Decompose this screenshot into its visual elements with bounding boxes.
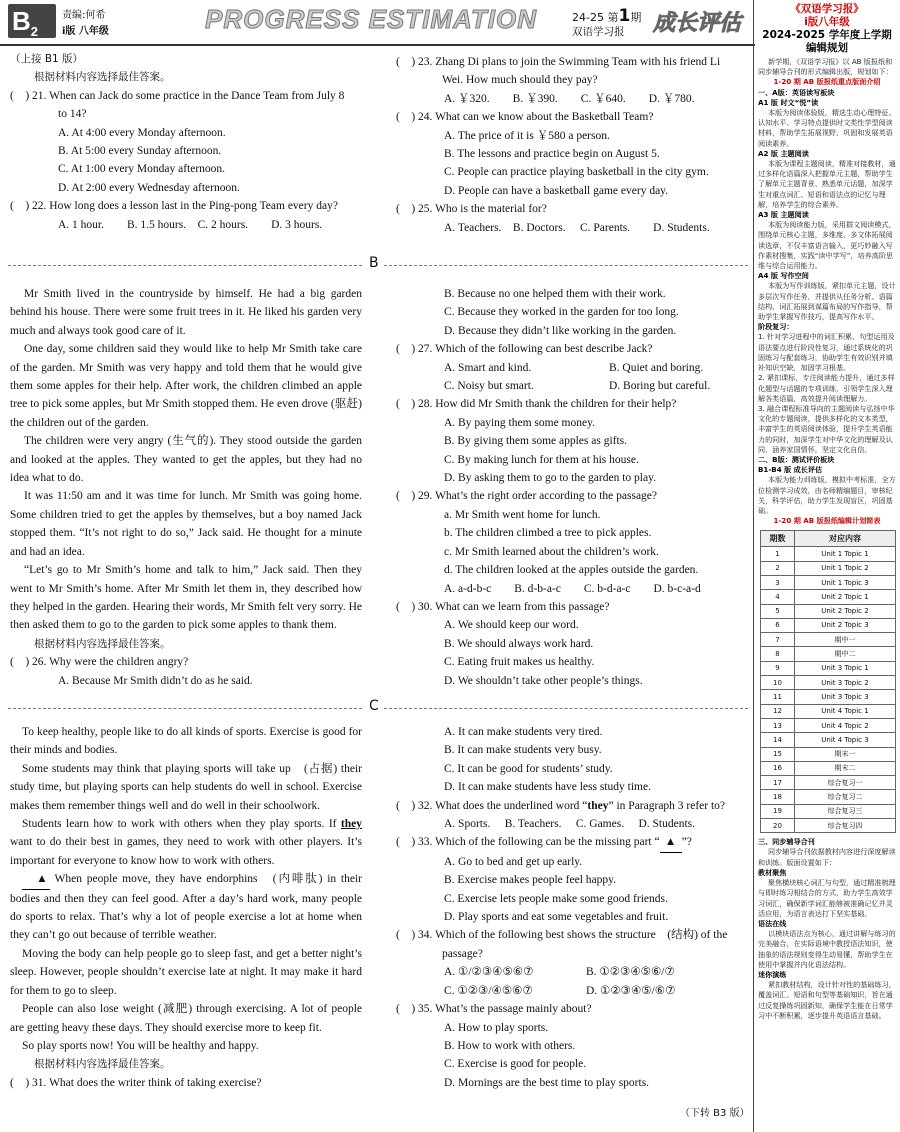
option: D. By asking them to go to the garden to play. (444, 472, 656, 485)
option: C. It can be good for students’ study. (444, 762, 613, 775)
continued-next-note: （下转 B3 版） (680, 1108, 750, 1119)
table-cell: Unit 1 Topic 2 (795, 561, 896, 575)
table-cell: 期中二 (795, 647, 896, 661)
option: C. Exercise lets people make some good friends. (444, 892, 668, 905)
table-row (761, 776, 896, 790)
passage-c (10, 723, 362, 1092)
sidebar-title: i版八年级 (804, 16, 850, 28)
table-row (761, 747, 896, 761)
question-21: ( ) 21. When can Jack do some practice in the Dance Team from July 8 (10, 89, 345, 102)
table-row (761, 647, 896, 661)
questions-c (396, 723, 751, 1092)
table-row (761, 761, 896, 775)
table-cell: Unit 2 Topic 2 (795, 604, 896, 618)
option: D. Play sports and eat some vegetables and fruit. (444, 911, 669, 924)
table-cell: 4 (761, 590, 795, 604)
table-cell: Unit 4 Topic 3 (795, 733, 896, 747)
event: c. Mr Smith learned about the children’s work. (444, 545, 659, 558)
table-cell: 12 (761, 704, 795, 718)
question-34: ( ) 34. Which of the following best shows the structure (结构) of the (396, 929, 728, 942)
question-23-cont: Wei. How much should they pay? (442, 74, 598, 87)
instruction: 根据材料内容选择最佳答案。 (34, 71, 171, 84)
instruction: 根据材料内容选择最佳答案。 (34, 637, 171, 650)
table-cell: 20 (761, 818, 795, 832)
table-cell: 综合复习二 (795, 790, 896, 804)
table-cell: 13 (761, 718, 795, 732)
table-cell: Unit 1 Topic 1 (795, 547, 896, 561)
table-cell: 16 (761, 761, 795, 775)
question-29: ( ) 29. What’s the right order according to the passage? (396, 490, 658, 503)
table-cell: 10 (761, 676, 795, 690)
question-30: ( ) 30. What can we learn from this passage? (396, 600, 610, 613)
option: A. The price of it is ￥580 a person. (444, 129, 610, 142)
table-cell: Unit 3 Topic 1 (795, 661, 896, 675)
table-cell: 2 (761, 561, 795, 575)
questions-b (396, 285, 751, 690)
option: D. At 2:00 every Wednesday afternoon. (58, 181, 240, 194)
table-row (761, 704, 896, 718)
issue-line: 24-25 第1期 (572, 6, 642, 26)
paragraph: Some students may think that playing sports will take up (占据) their study time, but playing sports can help students do well in school. Exercise makes them remember things well and do well in their schoolwork. (10, 762, 362, 812)
options-row: C. ①②③/④⑤⑥⑦ D. ①②③④⑤/⑥⑦ (444, 984, 676, 997)
paragraph: One day, some children said they would like to help Mr Smith take care of the garden. Mr Smith was very happy and told them that he would give them some apples for their help. After work, the children climbed an apple tree to pick some apples, but Mr Smith stopped them. He even drove (驱赶) the children out of the garden. (10, 343, 362, 429)
table-cell: 14 (761, 733, 795, 747)
table-row (761, 604, 896, 618)
table-cell: Unit 2 Topic 3 (795, 618, 896, 632)
table-cell: Unit 1 Topic 3 (795, 575, 896, 589)
option: B. It can make students very busy. (444, 744, 602, 757)
table-cell: 9 (761, 661, 795, 675)
table-cell: Unit 2 Topic 1 (795, 590, 896, 604)
option: B. By giving them some apples as gifts. (444, 435, 628, 448)
sidebar-title: 编辑规划 (806, 42, 848, 54)
header-rule (0, 44, 755, 46)
option: A. We should keep our word. (444, 619, 579, 632)
question-23: ( ) 23. Zhang Di plans to join the Swimming Team with his friend Li (396, 56, 721, 68)
option: D. We shouldn’t take other people’s things. (444, 674, 643, 687)
sidebar-title: 《双语学习报》 (790, 3, 864, 15)
table-row (761, 590, 896, 604)
option: A. How to play sports. (444, 1021, 549, 1034)
section-label-c: C (364, 698, 384, 714)
table-cell: 期末二 (795, 761, 896, 775)
section-logo: $B_2$ (8, 4, 56, 38)
paragraph: It was 11:50 am and it was time for lunch. Mr Smith was going home. Some children tried to get the apples by themselves, but a boy named Jack stopped them. “It’s not right to do so,” Jack said. He thought for a minute and had an idea. (10, 490, 362, 558)
question-21-cont: to 14? (58, 108, 87, 121)
instruction: 根据材料内容选择最佳答案。 (34, 1058, 171, 1071)
options-row: A. 1 hour. B. 1.5 hours. C. 2 hours. D. 3 hours. (58, 218, 323, 231)
continued-note: （上接 B1 版） (10, 53, 84, 65)
option: A. Go to bed and get up early. (444, 855, 583, 868)
question-27: ( ) 27. Which of the following can best describe Jack? (396, 343, 653, 356)
table-row (761, 818, 896, 832)
option: B. Exercise makes people feel happy. (444, 874, 617, 887)
sidebar-body: 新学期，《双语学习报》以 AB 版报纸和同步辅导合刊的形式编辑出版，规划如下： 1-20 期 AB 版报纸重点版面介绍 一、A版：英语读写板块 A1 版 时文“悦”读 本版为阅读体验版，精选生动心理特征、认知水平、学习特点提供时文类性学型阅读材料，帮助学生拓展视野、巩固和发展英语阅读素养。 A2 版 主题阅读 本版为课程主题阅读，精准对接教材，通过多样化语篇深入把握单元主题，帮助学生了解单元主题背景、熟悉单元话题，加深学生对重点词汇、短语和语法点的记忆与理解，培养学生的综合素养。 A3 版 主题阅读 本版为阅读能力版，采用群文阅读模式，围绕单元核心主题，多维度、多文体拓展阅读选章，不仅丰富语言输入，更巧妙融入写作素材搜集，实践“读中学写”，培养高阶思维与综合运用能力。 A4 版 写作空间 本版为写作训练版，紧扣单元主题，设计多层次写作任务，并提供从任务分析、语篇结构、词汇拓展到谋篇布局的写作指导，帮助学生掌握写作技巧，提高写作水平。 阶段复习： 1. 针对学习进程中的词汇积累、句型运用及语法要点进行阶段性复习，通过系统化的巩固练习与配套练习，协助学生有效识别并填补知识空缺，加固学习根基。 2. 紧扣课标，专注阅读能力提升，通过多样化题型与话题的专项训练，引领学生深入理解各类语篇，高效提升阅读理解力。 3. 融合课程标准导向的主题阅读与弘扬中华文化的专题阅读，提供多样化的文本类型，丰富学生的英语阅读体验，提升学生英语能力的同时，加深学生对中华文化的理解及认同，涵养家国情怀，坚定文化自信。 二、B版：测试评价板块 B1-B4 版 成长评估 本版为能力训练版，模拟中考标准，全方位检测学习成效，由名师精编题目，审核纪关，科学评估，助力学生发现盲区，巩固基础。 1-20 期 AB 版报纸编辑计划简表 (758, 57, 896, 526)
table-cell: 17 (761, 776, 795, 790)
event: a. Mr Smith went home for lunch. (444, 508, 601, 521)
table-cell: 19 (761, 804, 795, 818)
editor-label: 责编:何希 (62, 10, 106, 21)
table-row (761, 690, 896, 704)
table-cell: 15 (761, 747, 795, 761)
table-cell: Unit 3 Topic 3 (795, 690, 896, 704)
table-cell: 期末一 (795, 747, 896, 761)
option: A. By paying them some money. (444, 416, 595, 429)
table-row (761, 804, 896, 818)
options-row: A. Sports. B. Teachers. C. Games. D. Students. (444, 818, 696, 831)
question-25: ( ) 25. Who is the material for? (396, 203, 547, 216)
question-22: ( ) 22. How long does a lesson last in the Ping-pong Team every day? (10, 200, 338, 213)
paragraph: The children were very angry (生气的). They stood outside the garden and looked at the apples. They wanted to get the apples, but they had no idea what to do. (10, 435, 362, 485)
options-row: A. ①/②③④⑤⑥⑦ B. ①②③④⑤⑥/⑦ (444, 966, 675, 979)
paragraph: Moving the body can help people go to sleep fast, and get a better night’s sleep. However, people shouldn’t exercise late at night. It may make it hard for them to go to sleep. (10, 947, 362, 997)
table-cell: 综合复习一 (795, 776, 896, 790)
option: A. It can make students very tired. (444, 726, 603, 738)
table-header: 期数 (761, 531, 795, 547)
question-26: ( ) 26. Why were the children angry? (10, 656, 189, 669)
passage-b (10, 285, 362, 690)
sidebar-title: 2024-2025 学年度上学期 (762, 29, 892, 41)
question-32: ( ) 32. What does the underlined word “they” in Paragraph 3 refer to? (396, 799, 726, 812)
paper-name: 双语学习报 (572, 26, 625, 38)
paragraph: People can also lose weight (减肥) through exercising. A lot of people are getting heavy these days. They should exercise more to keep fit. (10, 1003, 362, 1034)
table-row (761, 575, 896, 589)
table-row (761, 547, 896, 561)
table-row (761, 790, 896, 804)
paragraph: Students learn how to work with others when they play sports. If they want to do their best in games, they need to work with other players. It’s important for everyone to know how to work with others. (10, 818, 362, 867)
option: B. The lessons and practice begin on August 5. (444, 148, 660, 161)
event: d. The children looked at the apples outside the garden. (444, 564, 699, 577)
event: b. The children climbed a tree to pick apples. (444, 527, 652, 540)
banner-title: PROGRESS ESTIMATION (205, 4, 537, 34)
editorial-sidebar (753, 0, 900, 1132)
option: B. At 5:00 every Sunday afternoon. (58, 145, 222, 158)
table-header: 对应内容 (795, 531, 896, 547)
sidebar-body-2: 三、同步辅导合刊 同步辅导合刊依据教材内容进行深度解读和训练。版面设置如下： 教材聚焦 聚焦横块核心词汇与句型，通过精准梳理与即时练习相结合的方式，助力学生高效学习词汇，确保新学词汇能够被准确记忆并灵活应用，为语言表达打下坚实基础。 语法在线 以模块语法点为核心，通过讲解与练习的完美融合，在实际语境中教授语法知识，使抽象的语法规则变得生动易懂，帮助学生在使用中掌握并内化语法结构。 迷你演练 紧扣教材结构，设计针对性的基础练习，覆盖词汇、短语和句型等基础知识，旨在通过反复操练巩固新知，确保学生能在日常学习中不断积累，逐步提升英语语言基础。 (758, 837, 896, 1020)
question-28: ( ) 28. How did Mr Smith thank the children for their help? (396, 398, 677, 411)
table-cell: 11 (761, 690, 795, 704)
option: B. Because no one helped them with their work. (444, 288, 666, 300)
table-row (761, 561, 896, 575)
option: B. How to work with others. (444, 1039, 576, 1052)
paragraph: ▲ When people move, they have endorphins (内啡肽) in their bodies and then they can feel good. After a day’s hard work, many people do sports to relax. That’s why a lot of people exercise a lot at home when they can’t go out because of terrible weather. (10, 870, 362, 945)
table-cell: 6 (761, 618, 795, 632)
table-cell: Unit 4 Topic 1 (795, 704, 896, 718)
paragraph: So play sports now! You will be healthy and happy. (22, 1039, 259, 1052)
options-row: A. a-d-b-c B. d-b-a-c C. b-d-a-c D. b-c-a-d (444, 582, 701, 595)
option: D. Because they didn’t like working in the garden. (444, 324, 677, 337)
option: C. Eating fruit makes us healthy. (444, 656, 595, 669)
table-cell: 8 (761, 647, 795, 661)
option: C. By making lunch for them at his house. (444, 453, 639, 466)
option: B. We should always work hard. (444, 637, 594, 650)
option: C. Exercise is good for people. (444, 1058, 587, 1071)
table-cell: Unit 4 Topic 2 (795, 718, 896, 732)
table-row (761, 718, 896, 732)
table-cell: 期中一 (795, 633, 896, 647)
section-label-b: B (364, 255, 384, 271)
top-left-block (10, 50, 365, 234)
table-cell: 5 (761, 604, 795, 618)
top-right-block (396, 53, 751, 237)
options-row: A. ￥320. B. ￥390. C. ￥640. D. ￥780. (444, 92, 695, 105)
option: D. It can make students have less study time. (444, 781, 651, 794)
question-33: ( ) 33. Which of the following can be the missing part “ ▲ ”? (396, 833, 751, 852)
options-row: A. Teachers. B. Doctors. C. Parents. D. Students. (444, 221, 710, 234)
option: D. People can have a basketball game every day. (444, 184, 669, 197)
table-row (761, 733, 896, 747)
table-row (761, 618, 896, 632)
edition-label: i版 八年级 (62, 26, 109, 37)
question-35: ( ) 35. What’s the passage mainly about? (396, 1003, 592, 1016)
brand-title: 成长评估 (653, 11, 742, 36)
table-cell: 3 (761, 575, 795, 589)
table-row (761, 661, 896, 675)
table-row (761, 676, 896, 690)
table-cell: 18 (761, 790, 795, 804)
paragraph: “Let’s go to Mr Smith’s home and talk to him,” Jack said. Then they went to Mr Smith’s home. After Mr Smith let them in, they described how they helped in the garden. Hearing their words, Mr Smith felt very sorry. He then asked them to go to the garden to pick some apples to thank them. (10, 564, 362, 632)
question-31: ( ) 31. What does the writer think of taking exercise? (10, 1076, 262, 1089)
option: A. Because Mr Smith didn’t do as he said. (58, 674, 253, 687)
option: D. Mornings are the best time to play sports. (444, 1076, 650, 1089)
table-cell: 7 (761, 633, 795, 647)
question-34-cont: passage? (442, 947, 483, 960)
option: C. At 1:00 every Monday afternoon. (58, 163, 226, 176)
paragraph: To keep healthy, people like to do all kinds of sports. Exercise is good for their minds and bodies. (10, 726, 362, 757)
table-cell: 1 (761, 547, 795, 561)
option: C. Because they worked in the garden for too long. (444, 306, 679, 319)
question-24: ( ) 24. What can we know about the Basketball Team? (396, 111, 654, 124)
schedule-table (760, 530, 896, 833)
option: C. People can practice playing basketball in the city gym. (444, 166, 709, 179)
table-cell: 综合复习三 (795, 804, 896, 818)
paragraph: Mr Smith lived in the countryside by himself. He had a big garden behind his house. There were some fruit trees in it. He liked his garden very much and always took good care of it. (10, 288, 362, 337)
underlined-word: they (340, 818, 362, 831)
options-row: C. Noisy but smart. D. Boring but careful. (444, 380, 711, 393)
missing-part-blank: ▲ (22, 870, 50, 889)
table-cell: 综合复习四 (795, 818, 896, 832)
options-row: A. Smart and kind. B. Quiet and boring. (444, 361, 704, 374)
table-row (761, 633, 896, 647)
option: A. At 4:00 every Monday afternoon. (58, 126, 226, 139)
table-cell: Unit 3 Topic 2 (795, 676, 896, 690)
